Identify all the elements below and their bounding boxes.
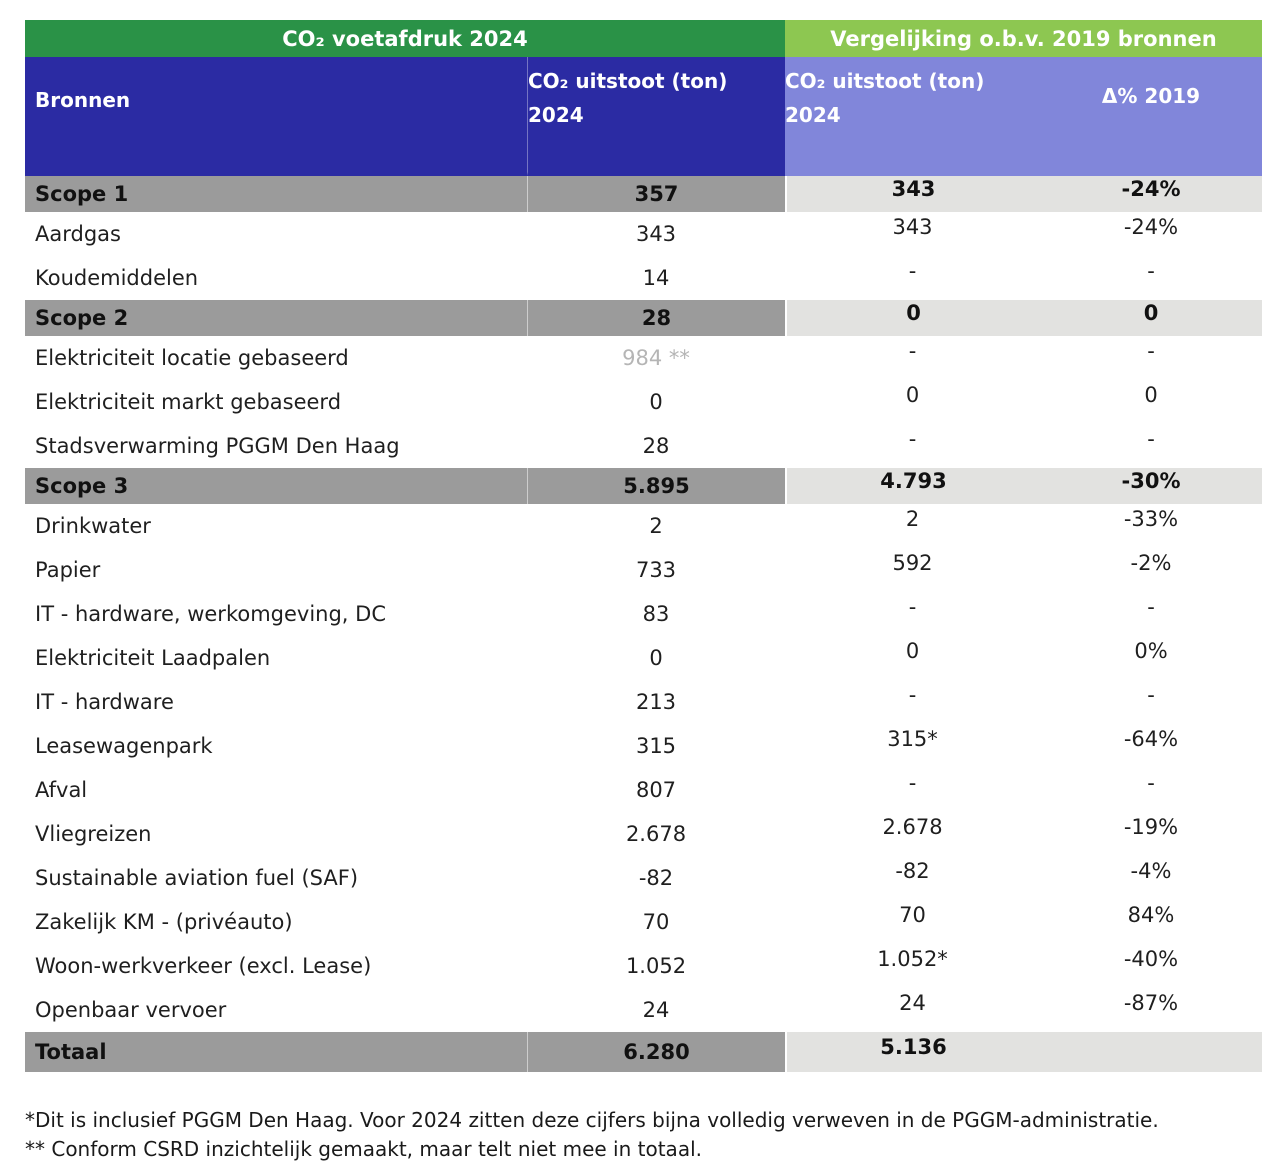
table-row	[25, 300, 1262, 336]
value-uitstoot-2024-vergelijking: -	[785, 256, 1040, 300]
table-row	[25, 812, 1262, 856]
table-row	[25, 988, 1262, 1032]
column-header-uitstoot-2024-vergelijking	[785, 57, 1040, 176]
row-label: Drinkwater	[25, 504, 527, 548]
table-row	[25, 424, 1262, 468]
row-label: Sustainable aviation fuel (SAF)	[25, 856, 527, 900]
value-uitstoot-2024-vergelijking: -	[785, 336, 1040, 380]
column-header-uitstoot-2024	[527, 57, 785, 176]
value-uitstoot-2024-vergelijking: 0	[785, 636, 1040, 680]
value-uitstoot-2024-vergelijking: 343	[785, 176, 1040, 212]
row-label: Stadsverwarming PGGM Den Haag	[25, 424, 527, 468]
row-label: Woon-werkverkeer (excl. Lease)	[25, 944, 527, 988]
table-row	[25, 636, 1262, 680]
value-uitstoot-2024: 28	[527, 300, 785, 336]
co2-footprint-table	[25, 20, 1262, 1072]
column-header-uitstoot-line2: 2024	[528, 103, 584, 127]
value-uitstoot-2024: 6.280	[527, 1032, 785, 1072]
value-uitstoot-2024-vergelijking: 70	[785, 900, 1040, 944]
value-uitstoot-2024-vergelijking: -82	[785, 856, 1040, 900]
value-uitstoot-2024: 315	[527, 724, 785, 768]
table-row	[25, 944, 1262, 988]
value-uitstoot-2024-vergelijking: 2.678	[785, 812, 1040, 856]
row-label: Leasewagenpark	[25, 724, 527, 768]
row-label: IT - hardware, werkomgeving, DC	[25, 592, 527, 636]
value-delta-percent: -	[1040, 680, 1262, 724]
column-header-bronnen: Bronnen	[25, 57, 527, 176]
table-row	[25, 724, 1262, 768]
row-label: Papier	[25, 548, 527, 592]
value-delta-percent: -87%	[1040, 988, 1262, 1032]
value-uitstoot-2024-vergelijking: 0	[785, 380, 1040, 424]
table-row	[25, 548, 1262, 592]
value-uitstoot-2024: 24	[527, 988, 785, 1032]
table-row	[25, 380, 1262, 424]
value-uitstoot-2024: 83	[527, 592, 785, 636]
value-delta-percent: -24%	[1040, 212, 1262, 256]
value-delta-percent: -64%	[1040, 724, 1262, 768]
column-header-uitstoot-line2: 2024	[785, 103, 841, 127]
table-row	[25, 212, 1262, 256]
value-delta-percent: -2%	[1040, 548, 1262, 592]
value-delta-percent: -	[1040, 336, 1262, 380]
value-uitstoot-2024-vergelijking: 2	[785, 504, 1040, 548]
value-uitstoot-2024: 984 **	[527, 336, 785, 380]
row-label: Scope 1	[25, 176, 527, 212]
row-label: Scope 2	[25, 300, 527, 336]
value-uitstoot-2024-vergelijking: 5.136	[785, 1032, 1040, 1072]
value-delta-percent: -24%	[1040, 176, 1262, 212]
value-uitstoot-2024: 357	[527, 176, 785, 212]
table-row	[25, 768, 1262, 812]
column-header-uitstoot-line1: CO₂ uitstoot (ton)	[785, 69, 985, 93]
column-header-delta-2019: Δ% 2019	[1040, 57, 1262, 176]
value-delta-percent: -30%	[1040, 468, 1262, 504]
row-label: Openbaar vervoer	[25, 988, 527, 1032]
row-label: Afval	[25, 768, 527, 812]
table-row	[25, 504, 1262, 548]
value-uitstoot-2024-vergelijking: 24	[785, 988, 1040, 1032]
table-row	[25, 900, 1262, 944]
row-label: Vliegreizen	[25, 812, 527, 856]
value-uitstoot-2024: 0	[527, 636, 785, 680]
footnotes	[25, 1106, 1159, 1164]
table-row	[25, 592, 1262, 636]
value-delta-percent: -4%	[1040, 856, 1262, 900]
value-delta-percent: 0	[1040, 380, 1262, 424]
value-uitstoot-2024-vergelijking: 343	[785, 212, 1040, 256]
value-uitstoot-2024: 2.678	[527, 812, 785, 856]
value-delta-percent: 0	[1040, 300, 1262, 336]
value-uitstoot-2024: 28	[527, 424, 785, 468]
table-row	[25, 856, 1262, 900]
value-uitstoot-2024-vergelijking: -	[785, 592, 1040, 636]
table-row	[25, 256, 1262, 300]
table-row	[25, 1032, 1262, 1072]
value-uitstoot-2024-vergelijking: -	[785, 680, 1040, 724]
value-delta-percent: 0%	[1040, 636, 1262, 680]
value-uitstoot-2024: -82	[527, 856, 785, 900]
table-row	[25, 336, 1262, 380]
group-title-voetafdruk-2024: CO₂ voetafdruk 2024	[25, 20, 785, 57]
row-label: Elektriciteit Laadpalen	[25, 636, 527, 680]
value-uitstoot-2024: 70	[527, 900, 785, 944]
row-label: Aardgas	[25, 212, 527, 256]
value-uitstoot-2024-vergelijking: 0	[785, 300, 1040, 336]
value-uitstoot-2024: 0	[527, 380, 785, 424]
value-delta-percent: -19%	[1040, 812, 1262, 856]
row-label: Totaal	[25, 1032, 527, 1072]
value-delta-percent: -40%	[1040, 944, 1262, 988]
value-delta-percent	[1040, 1032, 1262, 1072]
value-uitstoot-2024-vergelijking: 1.052*	[785, 944, 1040, 988]
table-body	[25, 176, 1262, 1072]
value-delta-percent: -33%	[1040, 504, 1262, 548]
table-row	[25, 468, 1262, 504]
table-column-header	[25, 57, 1262, 176]
row-label: Scope 3	[25, 468, 527, 504]
row-label: IT - hardware	[25, 680, 527, 724]
value-uitstoot-2024: 2	[527, 504, 785, 548]
value-uitstoot-2024: 213	[527, 680, 785, 724]
column-header-uitstoot-line1: CO₂ uitstoot (ton)	[528, 69, 728, 93]
value-delta-percent: -	[1040, 256, 1262, 300]
group-title-vergelijking-2019: Vergelijking o.b.v. 2019 bronnen	[785, 20, 1262, 57]
value-uitstoot-2024-vergelijking: -	[785, 768, 1040, 812]
footnote-pggm-den-haag: *Dit is inclusief PGGM Den Haag. Voor 2024 zitten deze cijfers bijna volledig verweven in de PGGM-administratie.	[25, 1108, 1159, 1132]
row-label: Koudemiddelen	[25, 256, 527, 300]
value-delta-percent: -	[1040, 768, 1262, 812]
table-group-header	[25, 20, 1262, 57]
value-delta-percent: -	[1040, 424, 1262, 468]
table-row	[25, 176, 1262, 212]
value-uitstoot-2024: 733	[527, 548, 785, 592]
value-uitstoot-2024: 807	[527, 768, 785, 812]
value-delta-percent: 84%	[1040, 900, 1262, 944]
value-uitstoot-2024: 343	[527, 212, 785, 256]
value-uitstoot-2024-vergelijking: -	[785, 424, 1040, 468]
row-label: Zakelijk KM - (privéauto)	[25, 900, 527, 944]
footnote-csrd: ** Conform CSRD inzichtelijk gemaakt, maar telt niet mee in totaal.	[25, 1137, 702, 1161]
row-label: Elektriciteit markt gebaseerd	[25, 380, 527, 424]
row-label: Elektriciteit locatie gebaseerd	[25, 336, 527, 380]
value-uitstoot-2024: 5.895	[527, 468, 785, 504]
value-uitstoot-2024: 1.052	[527, 944, 785, 988]
value-uitstoot-2024-vergelijking: 4.793	[785, 468, 1040, 504]
value-uitstoot-2024: 14	[527, 256, 785, 300]
value-uitstoot-2024-vergelijking: 592	[785, 548, 1040, 592]
value-delta-percent: -	[1040, 592, 1262, 636]
table-row	[25, 680, 1262, 724]
value-uitstoot-2024-vergelijking: 315*	[785, 724, 1040, 768]
